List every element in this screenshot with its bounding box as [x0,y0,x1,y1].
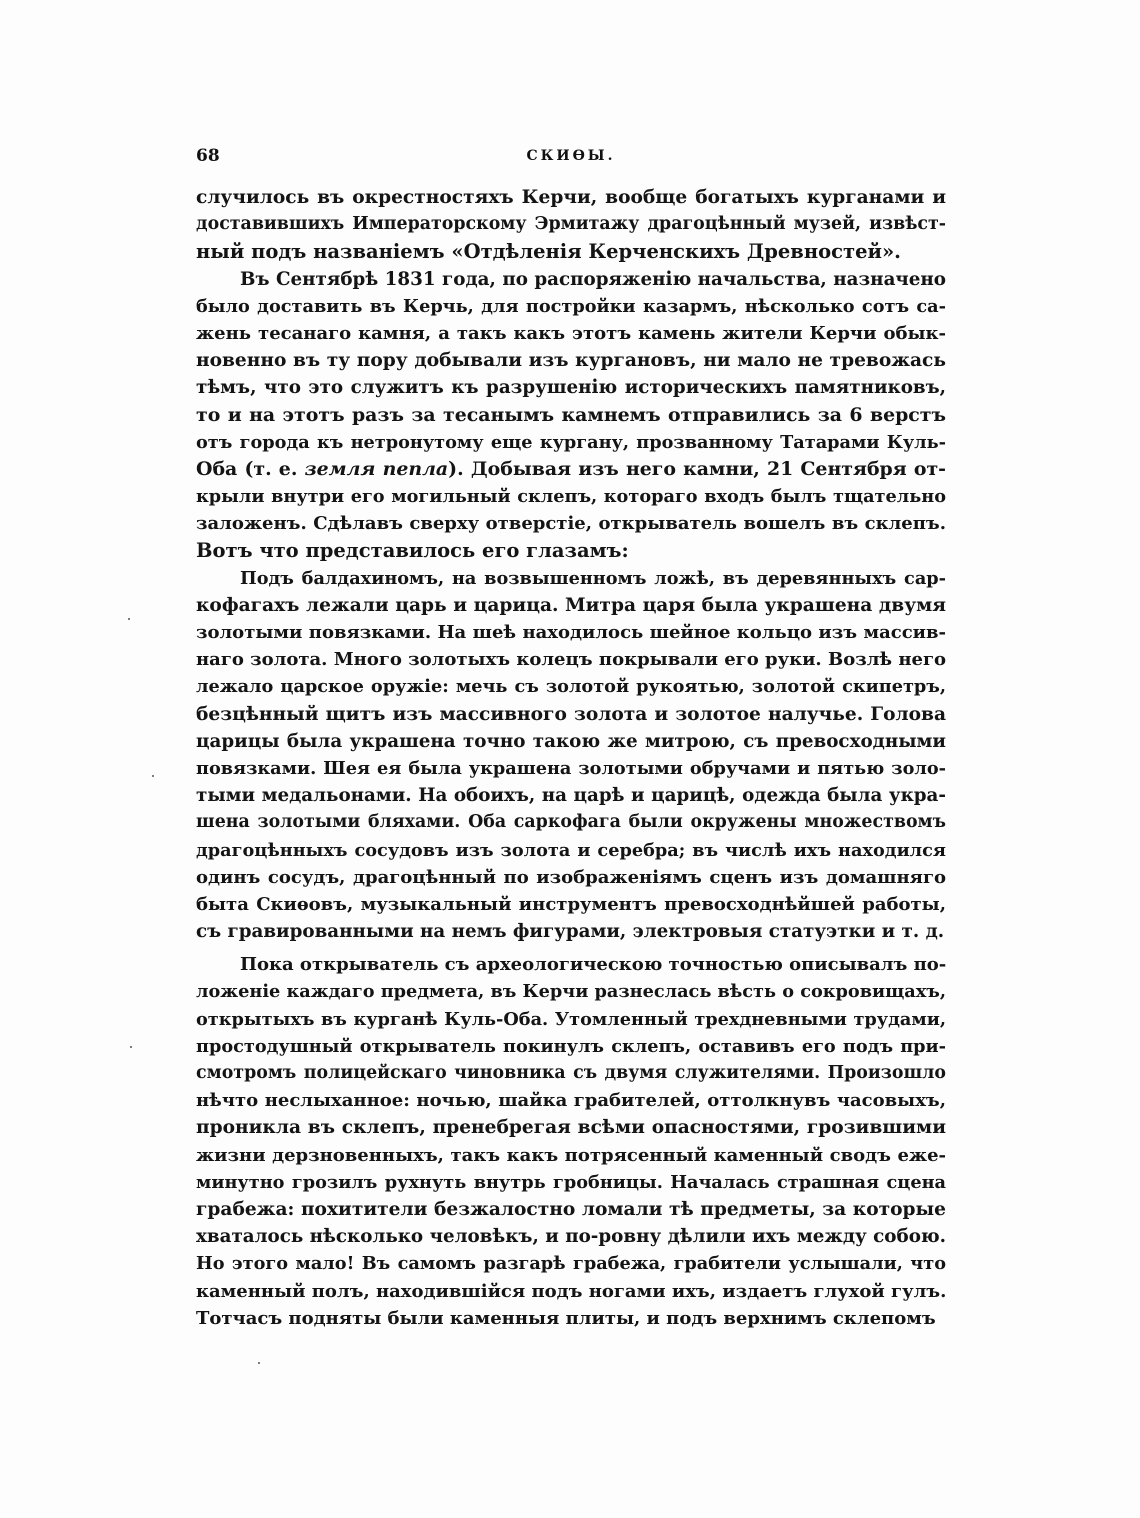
text-run: Оба (т. е. [196,457,305,480]
italic-phrase: земля пепла [304,457,449,480]
text-line [196,918,946,945]
text-line [196,1223,946,1250]
text-run: шена золотыми бляхами. Оба саркофага были окружены множествомъ [196,812,946,833]
text-line [196,1060,946,1087]
text-run: лежало царское оружіе: мечь съ золотой рукоятью, золотой скипетръ, [196,676,946,698]
text-run: драгоцѣнныхъ сосудовъ изъ золота и серебра; въ числѣ ихъ находился [196,839,946,861]
text-run: жизни дерзновенныхъ, такъ какъ потрясенный каменный сводъ еже- [196,1144,946,1166]
text-line [196,1006,946,1033]
text-line [196,837,946,864]
text-line [196,510,946,537]
text-run: тѣмъ, что это служитъ къ разрушенію историческихъ памятниковъ, [196,377,946,399]
text-line [196,1114,946,1141]
text-line [196,184,946,211]
text-line [196,565,946,592]
text-line [196,1250,946,1277]
text-run: Пока открыватель съ археологическою точностью описывалъ по- [240,954,946,976]
text-line [196,266,946,293]
scan-speck [130,1046,132,1048]
scan-speck [152,775,154,777]
text-line [196,673,946,700]
scan-speck [128,618,130,620]
text-run: Тотчасъ подняты были каменныя плиты, и подъ верхнимъ склепомъ [196,1307,936,1329]
text-run: безцѣнный щитъ изъ массивного золота и золотое налучье. Голова [196,703,946,725]
text-line [196,1196,946,1223]
text-run: повязками. Шея ея была украшена золотыми обручами и пятью золо- [196,757,946,779]
text-line [196,1278,946,1305]
paragraph [196,951,946,1332]
text-line [196,978,946,1005]
text-run: ный подъ названіемъ «Отдѣленія Керченскихъ Древностей». [196,240,901,264]
text-run: случилось въ окрестностяхъ Керчи, вообще богатыхъ курганами и [196,187,946,208]
text-line [196,864,946,891]
page-number: 68 [196,146,220,166]
text-line [196,402,946,429]
text-run: ). Добывая изъ него камни, 21 Сентября от- [448,457,946,480]
text-line [196,537,946,564]
body-text [196,184,946,1332]
text-run: Подъ балдахиномъ, на возвышенномъ ложѣ, въ деревянныхъ сар- [240,567,946,589]
text-line [196,701,946,728]
text-line [196,619,946,646]
text-run: кофагахъ лежали царь и царица. Митра царя была украшена двумя [196,594,946,616]
text-run: жень тесанаго камня, а такъ какъ этотъ камень жители Керчи обык- [196,322,946,344]
text-line [196,429,946,456]
text-line [196,347,946,374]
text-line [196,293,946,320]
text-run: царицы была украшена точно такою же митрою, съ превосходными [196,730,946,752]
page-header [196,146,946,170]
text-run: хваталось нѣсколько человѣкъ, и по-ровну дѣлили ихъ между собою. [196,1226,946,1248]
text-run: Въ Сентябрѣ 1831 года, по распоряженію начальства, назначено [240,268,946,290]
text-run: минутно грозилъ рухнуть внутрь гробницы. Началась страшная сцена [196,1171,946,1193]
text-run: открытыхъ въ курганѣ Куль-Оба. Утомленный трехдневными трудами, [196,1008,946,1030]
paragraph [196,565,946,946]
text-line [196,1169,946,1196]
text-run: то и на этотъ разъ за тесанымъ камнемъ отправились за 6 верстъ [196,403,946,426]
text-line [196,891,946,918]
running-title: СКИѲЫ. [526,148,616,164]
text-run: тыми медальонами. На обоихъ, на царѣ и царицѣ, одежда была укра- [196,785,946,807]
text-line [196,1142,946,1169]
text-run: каменный полъ, находившійся подъ ногами ихъ, издаетъ глухой гулъ. [196,1280,946,1302]
scan-speck [258,1362,260,1364]
text-run: доставившихъ Императорскому Эрмитажу драгоцѣнный музей, извѣст- [196,214,946,235]
paragraph [196,184,946,266]
text-line [196,1033,946,1060]
text-line [196,1305,946,1332]
text-line [196,374,946,401]
text-line [196,646,946,673]
text-run: наго золота. Много золотыхъ колецъ покрывали его руки. Возлѣ него [196,649,946,671]
text-line [196,211,946,238]
text-run: простодушный открыватель покинулъ склепъ, оставивъ его подъ при- [196,1035,946,1057]
text-run: Но этого мало! Въ самомъ разгарѣ грабежа, грабители услышали, что [196,1253,946,1275]
text-line [196,1087,946,1114]
text-run: золотыми повязками. На шеѣ находилось шейное кольцо изъ массив- [196,622,946,643]
text-run: грабежа: похитители безжалостно ломали тѣ предметы, за которые [196,1198,946,1220]
text-run: нѣчто неслыханное: ночью, шайка грабителей, оттолкнувъ часовыхъ, [196,1090,946,1112]
text-run: проникла въ склепъ, пренебрегая всѣми опасностями, грозившими [196,1117,946,1139]
text-line [196,592,946,619]
text-line [196,951,946,978]
text-line [196,755,946,782]
text-run: быта Скиѳовъ, музыкальный инструментъ превосходнѣйшей работы, [196,893,946,915]
text-run: ложеніе каждаго предмета, въ Керчи разнеслась вѣсть о сокровищахъ, [196,981,946,1003]
text-run: крыли внутри его могильный склепъ, котораго входъ былъ тщательно [196,486,946,508]
text-run: заложенъ. Сдѣлавъ сверху отверстіе, открыватель вошелъ въ склепъ. [196,513,946,535]
text-line [196,456,946,483]
text-line [196,782,946,809]
text-line [196,809,946,836]
text-run: новенно въ ту пору добывали изъ кургановъ, ни мало не тревожась [196,350,946,372]
text-line [196,320,946,347]
text-line [196,238,946,265]
text-run: смотромъ полицейскаго чиновника съ двумя служителями. Произошло [196,1063,946,1083]
text-line [196,728,946,755]
paragraph [196,266,946,565]
text-run: было доставить въ Керчь, для постройки казармъ, нѣсколько сотъ са- [196,295,946,317]
text-run: съ гравированными на немъ фигурами, электровыя статуэтки и т. д. [196,921,945,943]
text-run: одинъ сосудъ, драгоцѣнный по изображеніямъ сценъ изъ домашняго [196,866,946,888]
text-run: отъ города къ нетронутому еще кургану, прозванному Татарами Куль- [196,431,946,453]
text-run: Вотъ что представилось его глазамъ: [196,539,629,563]
text-line [196,483,946,510]
